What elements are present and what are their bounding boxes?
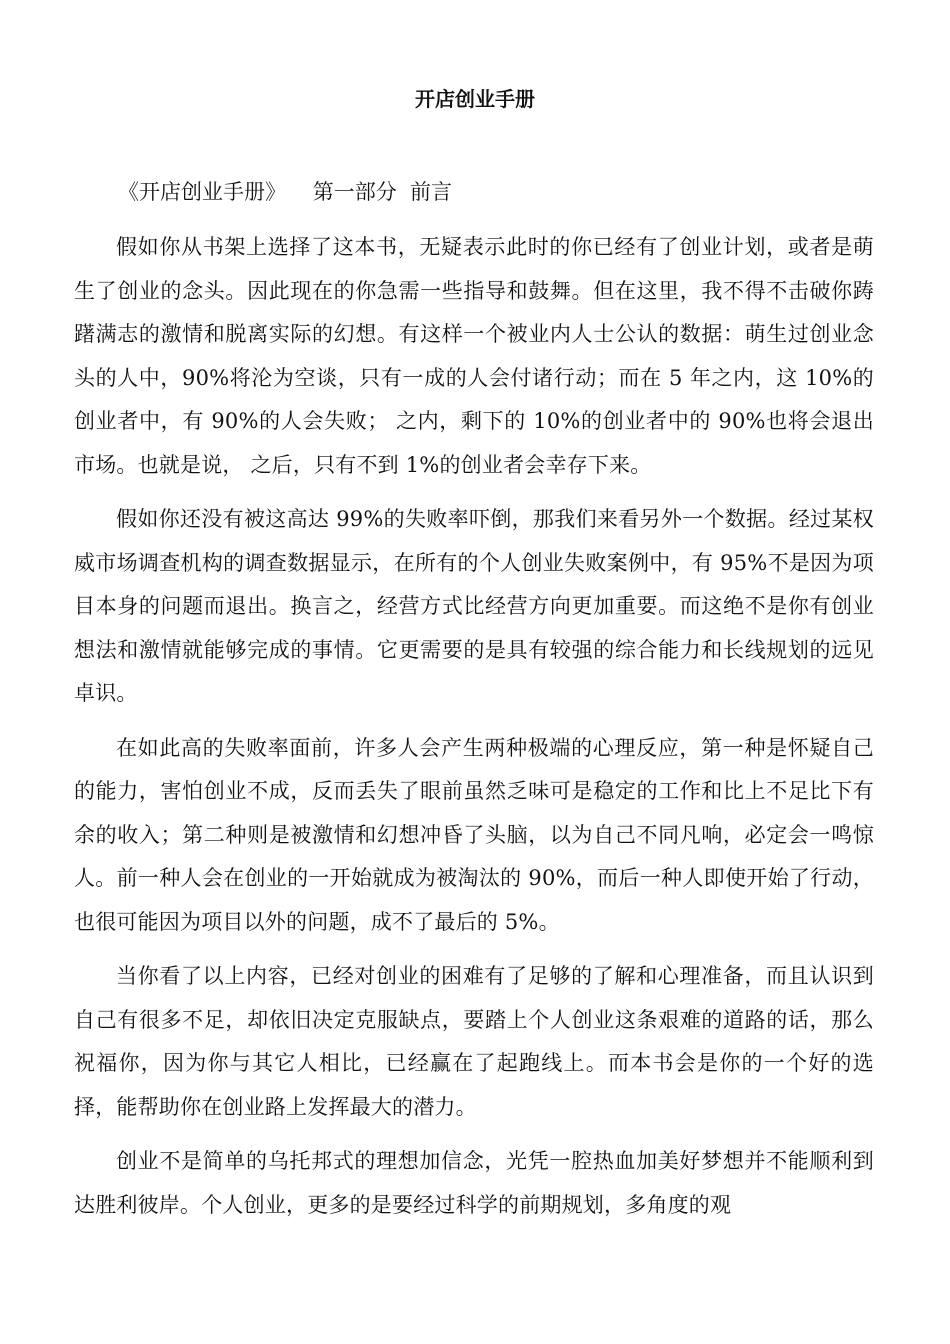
paragraph: 假如你还没有被这高达 99%的失败率吓倒，那我们来看另外一个数据。经过某权威市场调查机构的调查数据显示，在所有的个人创业失败案例中，有 95%不是因为项目本身的问题而退出。换言之，经营方式比经营方向更加重要。而这绝不是你有创业想法和激情就能够完成的事情。它更需要的是具有较强的综合能力和长线规划的远见卓识。	[74, 507, 874, 705]
paragraph: 当你看了以上内容，已经对创业的困难有了足够的了解和心理准备，而且认识到自己有很多不足，却依旧决定克服缺点，要踏上个人创业这条艰难的道路的话，那么祝福你，因为你与其它人相比，已经赢在了起跑线上。而本书会是你的一个好的选择，能帮助你在创业路上发挥最大的潜力。	[74, 964, 874, 1119]
section-heading: 《开店创业手册》 第一部分 前言	[118, 180, 453, 204]
paragraph: 假如你从书架上选择了这本书，无疑表示此时的你已经有了创业计划，或者是萌生了创业的念头。因此现在的你急需一些指导和鼓舞。但在这里，我不得不击破你踌躇满志的激情和脱离实际的幻想。有这样一个被业内人士公认的数据：萌生过创业念头的人中，90%将沦为空谈，只有一成的人会付诸行动；而在 5 年之内，这 10%的创业者中，有 90%的人会失败； 之内，剩下的 10%的创业者中的 90%也将会退出市场。也就是说， 之后，只有不到 1%的创业者会幸存下来。	[74, 235, 874, 477]
paragraph: 创业不是简单的乌托邦式的理想加信念，光凭一腔热血加美好梦想并不能顺利到达胜利彼岸。个人创业，更多的是要经过科学的前期规划，多角度的观	[74, 1149, 874, 1217]
body-text	[74, 226, 874, 1238]
paragraph: 在如此高的失败率面前，许多人会产生两种极端的心理反应，第一种是怀疑自己的能力，害怕创业不成，反而丢失了眼前虽然乏味可是稳定的工作和比上不足比下有余的收入；第二种则是被激情和幻想冲昏了头脑，以为自己不同凡响，必定会一鸣惊人。前一种人会在创业的一开始就成为被淘汰的 90%，而后一种人即使开始了行动，也很可能因为项目以外的问题，成不了最后的 5%。	[74, 735, 874, 934]
document-title: 开店创业手册	[415, 87, 535, 111]
